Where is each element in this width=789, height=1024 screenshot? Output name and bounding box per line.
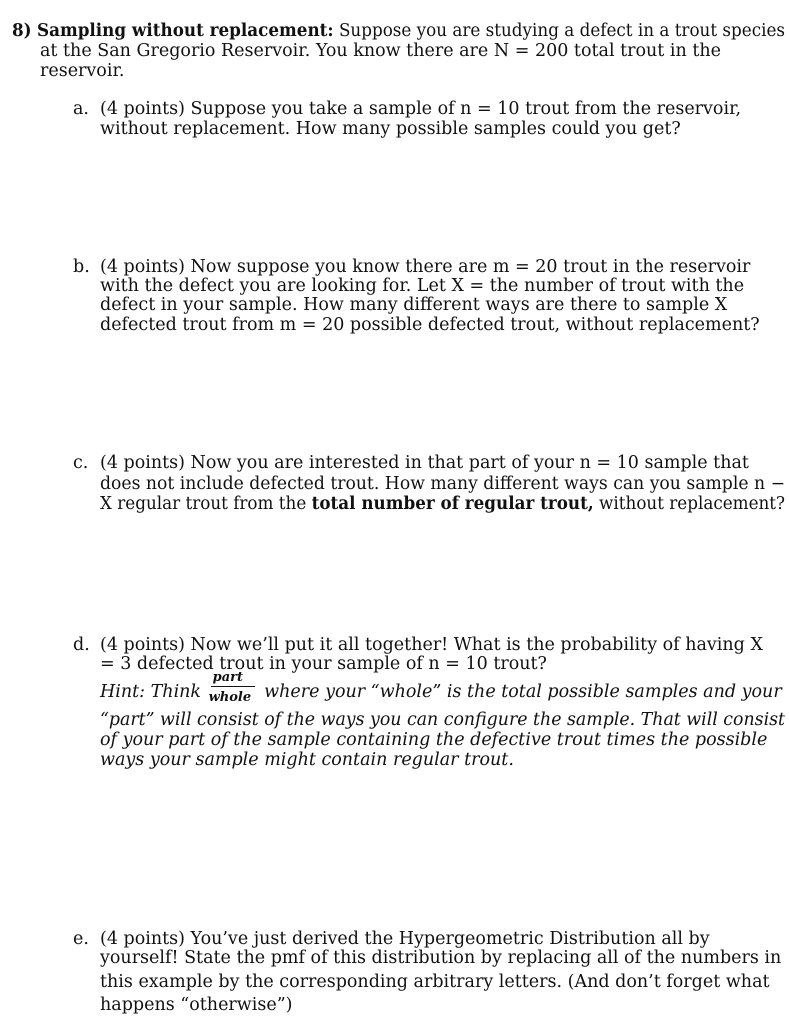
part-b-label: b. <box>73 257 90 277</box>
part-a-line-2: without replacement. How many possible samples could you get? <box>100 119 681 139</box>
part-b-line-3: defect in your sample. How many different ways are there to sample X <box>100 295 728 315</box>
part-e-line-2: yourself! State the pmf of this distribution by replacing all of the numbers in <box>100 948 782 968</box>
hint-suffix: where your “whole” is the total possible samples and your <box>258 682 782 702</box>
part-d-hint-line-4: ways your sample might contain regular trout. <box>100 750 514 770</box>
question-title: Sampling without replacement: <box>36 21 334 41</box>
part-e-line-4: happens “otherwise”) <box>100 995 293 1015</box>
part-d-line-2: = 3 defected trout in your sample of n = 10 trout? <box>100 654 547 674</box>
part-d-hint-line-2: “part” will consist of the ways you can configure the sample. That will consist <box>100 710 786 730</box>
fraction-numerator: part <box>212 670 243 685</box>
part-c-line-3 <box>100 494 785 514</box>
part-a-label: a. <box>73 99 89 119</box>
part-c-label: c. <box>73 453 89 473</box>
part-c-line-1: (4 points) Now you are interested in that part of your n = 10 sample that <box>100 453 749 473</box>
part-e-label: e. <box>73 929 89 949</box>
part-e-line-1: (4 points) You’ve just derived the Hypergeometric Distribution all by <box>100 929 710 949</box>
question-intro-line-2: at the San Gregorio Reservoir. You know there are N = 200 total trout in the <box>40 41 721 61</box>
part-a-line-1: (4 points) Suppose you take a sample of n = 10 trout from the reservoir, <box>100 99 742 119</box>
part-c-line-2: does not include defected trout. How many different ways can you sample n − <box>100 474 785 494</box>
question-intro: Suppose you are studying a defect in a trout species <box>338 21 786 41</box>
part-d-hint-line-1 <box>100 670 782 705</box>
part-whole-fraction <box>207 670 259 705</box>
part-d-label: d. <box>73 635 90 655</box>
question-number: 8) <box>12 21 32 41</box>
question-header <box>12 21 785 41</box>
part-d-hint-line-3: of your part of the sample containing the defective trout times the possible <box>100 730 768 750</box>
part-c-line-3-post: without replacement? <box>593 494 786 514</box>
fraction-bar <box>211 686 255 687</box>
part-e-line-3: this example by the corresponding arbitrary letters. (And don’t forget what <box>100 972 770 992</box>
part-d-line-1: (4 points) Now we’ll put it all together! What is the probability of having X <box>100 635 763 655</box>
part-b-line-4: defected trout from m = 20 possible defected trout, without replacement? <box>100 315 760 335</box>
part-b-line-2: with the defect you are looking for. Let X = the number of trout with the <box>100 276 745 296</box>
fraction-denominator: whole <box>208 690 252 705</box>
hint-prefix: Hint: Think <box>100 682 207 702</box>
part-c-line-3-pre: X regular trout from the <box>100 494 312 514</box>
question-intro-line-3: reservoir. <box>40 61 125 81</box>
part-b-line-1: (4 points) Now suppose you know there are m = 20 trout in the reservoir <box>100 257 751 277</box>
part-c-emphasis: total number of regular trout, <box>311 494 594 514</box>
